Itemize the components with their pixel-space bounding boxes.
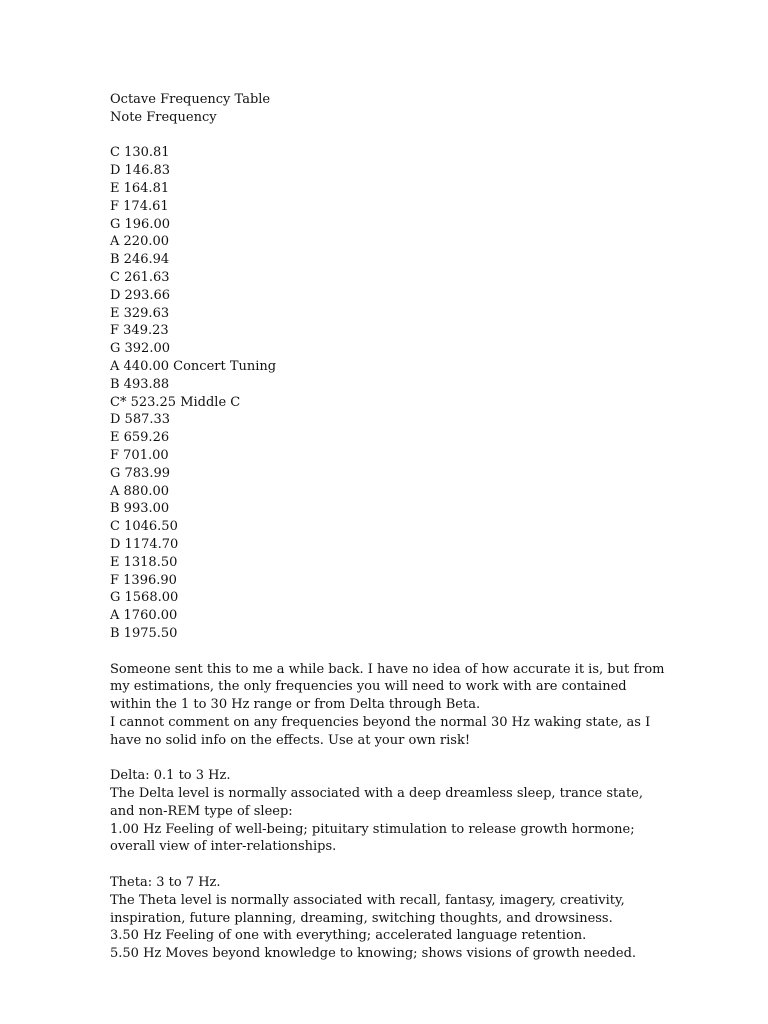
- delta-line: 1.00 Hz Feeling of well-being; pituitary stimulation to release growth hormone;: [110, 821, 635, 837]
- note-frequency-row: B 246.94: [110, 252, 170, 268]
- note-frequency-row: G 1568.00: [110, 590, 179, 606]
- note-frequency-row: B 993.00: [110, 501, 170, 517]
- note-frequency-row: C 130.81: [110, 145, 170, 161]
- theta-line: 5.50 Hz Moves beyond knowledge to knowing; shows visions of growth needed.: [110, 946, 637, 962]
- document-title: Octave Frequency Table: [110, 92, 271, 107]
- note-frequency-row: D 587.33: [110, 412, 171, 428]
- note-frequency-row: A 1760.00: [110, 608, 178, 624]
- note-frequency-row: C 1046.50: [110, 519, 178, 535]
- intro-paragraph: [110, 661, 670, 750]
- note-frequency-row: G 392.00: [110, 341, 171, 357]
- note-frequency-row: A 880.00: [110, 483, 170, 499]
- note-frequency-row: E 329.63: [110, 305, 170, 321]
- note-frequency-row: C* 523.25 Middle C: [110, 394, 241, 410]
- note-frequency-row: G 783.99: [110, 465, 171, 481]
- theta-line: inspiration, future planning, dreaming, switching thoughts, and drowsiness.: [110, 910, 613, 926]
- note-frequency-row: F 174.61: [110, 198, 169, 214]
- theta-line: The Theta level is normally associated with recall, fantasy, imagery, creativity,: [110, 892, 625, 908]
- note-frequency-row: E 164.81: [110, 180, 170, 196]
- note-frequency-row: D 146.83: [110, 163, 171, 179]
- note-frequency-row: F 1396.90: [110, 572, 177, 588]
- spacer: [110, 643, 670, 661]
- note-frequency-row: A 440.00 Concert Tuning: [110, 358, 277, 374]
- spacer: [110, 749, 670, 767]
- spacer: [110, 127, 670, 145]
- note-frequency-row: B 493.88: [110, 376, 170, 392]
- delta-line: The Delta level is normally associated with a deep dreamless sleep, trance state,: [110, 786, 644, 802]
- note-frequency-row: E 659.26: [110, 430, 170, 446]
- theta-line: 3.50 Hz Feeling of one with everything; accelerated language retention.: [110, 928, 587, 944]
- note-frequency-row: D 293.66: [110, 287, 171, 303]
- delta-line: Delta: 0.1 to 3 Hz.: [110, 768, 231, 784]
- note-frequency-row: G 196.00: [110, 216, 171, 232]
- note-frequency-row: F 701.00: [110, 447, 169, 463]
- note-frequency-row: B 1975.50: [110, 625, 178, 641]
- note-frequency-row: A 220.00: [110, 234, 170, 250]
- note-frequency-row: D 1174.70: [110, 536, 179, 552]
- table-header: Note Frequency: [110, 109, 217, 125]
- intro-line: within the 1 to 30 Hz range or from Delta through Beta.: [110, 697, 481, 713]
- delta-section: [110, 767, 670, 856]
- theta-line: Theta: 3 to 7 Hz.: [110, 875, 221, 891]
- note-frequency-row: E 1318.50: [110, 554, 178, 570]
- intro-line: have no solid info on the effects. Use at your own risk!: [110, 732, 471, 748]
- intro-line: I cannot comment on any frequencies beyond the normal 30 Hz waking state, as I: [110, 714, 651, 730]
- note-frequency-list: [110, 144, 670, 642]
- spacer: [110, 856, 670, 874]
- intro-line: Someone sent this to me a while back. I have no idea of how accurate it is, but from: [110, 661, 665, 677]
- delta-line: and non-REM type of sleep:: [110, 803, 293, 819]
- note-frequency-row: F 349.23: [110, 323, 169, 339]
- document-body: [110, 91, 670, 963]
- intro-line: my estimations, the only frequencies you will need to work with are contained: [110, 679, 627, 695]
- theta-section: [110, 874, 670, 963]
- delta-line: overall view of inter-relationships.: [110, 839, 337, 855]
- note-frequency-row: C 261.63: [110, 269, 170, 285]
